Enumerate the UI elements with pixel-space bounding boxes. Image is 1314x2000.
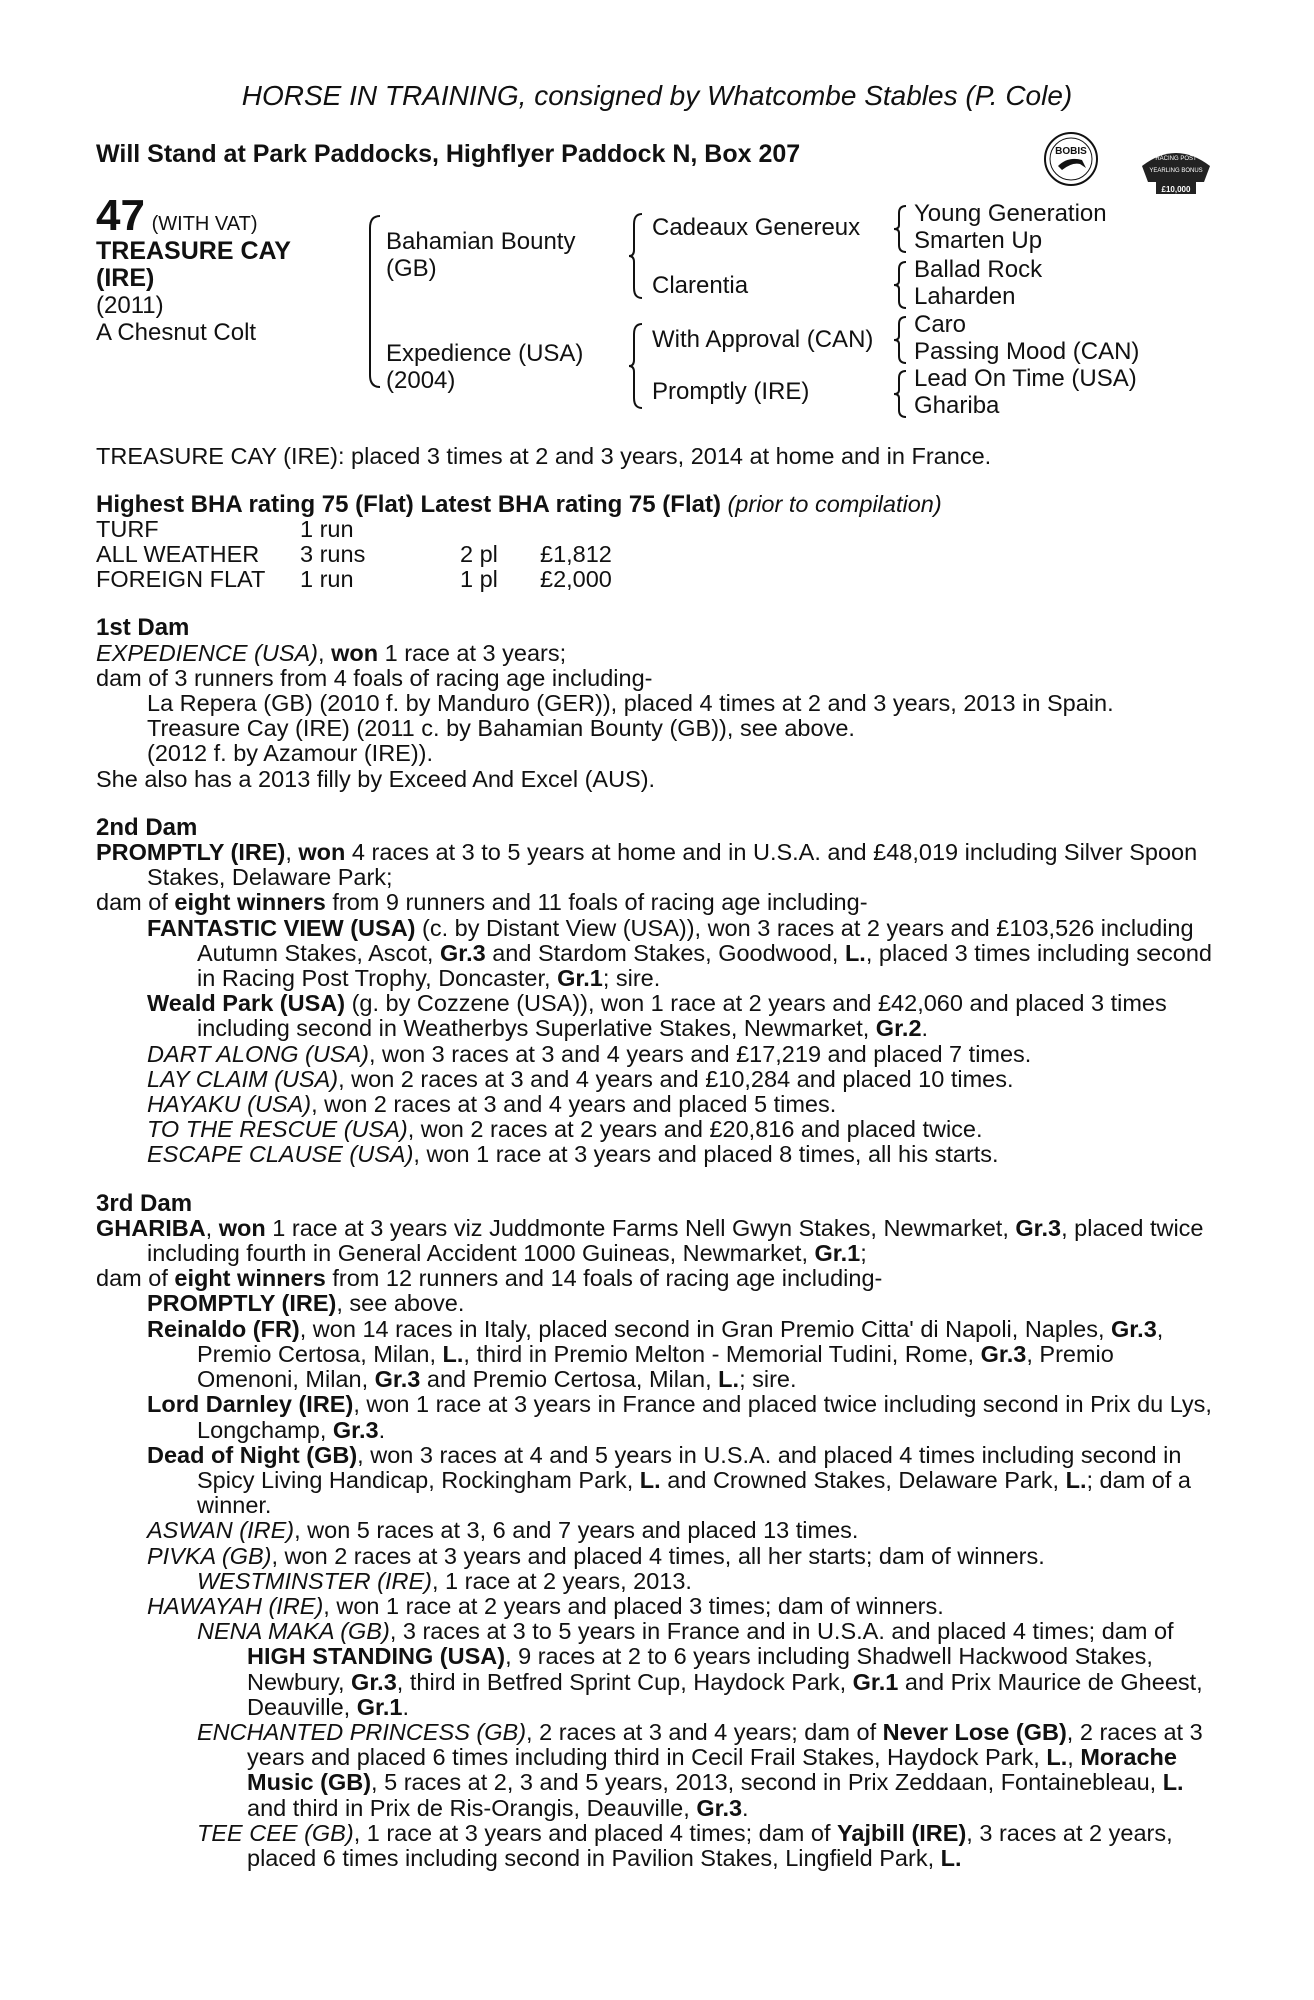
page-title: HORSE IN TRAINING, consigned by Whatcombe Stables (P. Cole) — [241, 80, 1073, 111]
gen3-sdd: Laharden — [914, 283, 1016, 310]
first-dam-line: EXPEDIENCE (USA), won 1 race at 3 years; — [96, 639, 567, 666]
gen3-brace-2-icon — [890, 259, 910, 311]
foal-year: (2011) — [96, 292, 164, 319]
second-dam-produce-intro: dam of eight winners from 9 runners and 11 foals of racing age including- — [96, 889, 868, 916]
gen3-ddd: Ghariba — [914, 392, 1000, 419]
produce-item: DART ALONG (USA), won 3 races at 3 and 4 years and £17,219 and placed 7 times. — [147, 1040, 1032, 1067]
sire-sire: Cadeaux Genereux — [652, 214, 861, 241]
horse-name-1: TREASURE CAY — [96, 237, 291, 265]
gen3-sss: Young Generation — [914, 200, 1107, 227]
summary-block — [96, 444, 1216, 1871]
gen3-brace-3-icon — [890, 314, 910, 366]
produce-item: ESCAPE CLAUSE (USA), won 1 race at 3 years and placed 8 times, all his starts. — [147, 1141, 999, 1168]
race-record-table — [96, 517, 612, 592]
produce-item: TEE CEE (GB), 1 race at 3 years and placed 4 times; dam of Yajbill (IRE), 3 races at 2 years, placed 6 times including second in Pavilion Stakes, Lingfield Park, L. — [197, 1819, 1173, 1871]
produce-item: Weald Park (USA) (g. by Cozzene (USA)), won 1 race at 2 years and £42,060 and placed 3 times including second in Weatherbys Superlative Stakes, Newmarket, Gr.2. — [147, 990, 1167, 1042]
produce-item: La Repera (GB) (2010 f. by Manduro (GER)), placed 4 times at 2 and 3 years, 2013 in Spain. — [147, 690, 1114, 717]
sire-name: Bahamian Bounty — [386, 228, 576, 255]
gen3-brace-1-icon — [890, 203, 910, 255]
svg-text:BOBIS: BOBIS — [1055, 146, 1087, 157]
dam-line-brace-icon — [626, 320, 646, 410]
first-dam-produce-intro: dam of 3 runners from 4 foals of racing age including- — [96, 664, 653, 691]
produce-item: Reinaldo (FR), won 14 races in Italy, placed second in Gran Premio Citta' di Napoli, Naples, Gr.3, Premio Certosa, Milan, L., third in Premio Melton - Memorial Tudini, Rome, Gr.3, Premio Omenoni, Milan, Gr.3 and Premio Certosa, Milan, L.; sire. — [147, 1315, 1164, 1393]
second-dam-line: PROMPTLY (IRE), won 4 races at 3 to 5 years at home and in U.S.A. and £48,019 including Silver Spoon Stakes, Delaware Park; — [96, 839, 1198, 891]
produce-item: HAYAKU (USA), won 2 races at 3 and 4 years and placed 5 times. — [147, 1091, 837, 1118]
produce-item: PIVKA (GB), won 2 races at 3 years and placed 4 times, all her starts; dam of winners. — [147, 1542, 1045, 1569]
produce-item: Dead of Night (GB), won 3 races at 4 and 5 years in U.S.A. and placed 4 times including second in Spicy Living Handicap, Rockingham Park, L. and Crowned Stakes, Delaware Park, L.; dam of a winner. — [147, 1441, 1191, 1519]
sire-dam: Clarentia — [652, 272, 749, 299]
third-dam-produce-intro: dam of eight winners from 12 runners and 14 foals of racing age including- — [96, 1265, 883, 1292]
third-dam-line: GHARIBA, won 1 race at 3 years viz Juddmonte Farms Nell Gwyn Stakes, Newmarket, Gr.3, placed twice including fourth in General Accident 1000 Guineas, Newmarket, Gr.1; — [96, 1214, 1204, 1267]
produce-item: WESTMINSTER (IRE), 1 race at 2 years, 2013. — [197, 1567, 692, 1594]
produce-item: TO THE RESCUE (USA), won 2 races at 2 years and £20,816 and placed twice. — [147, 1116, 983, 1143]
produce-item: (2012 f. by Azamour (IRE)). — [147, 740, 434, 767]
produce-item: HAWAYAH (IRE), won 1 race at 2 years and placed 3 times; dam of winners. — [147, 1592, 944, 1619]
table-row: TURF 1 run — [96, 516, 354, 543]
gen3-brace-4-icon — [890, 368, 910, 420]
first-dam-note: She also has a 2013 filly by Exceed And Excel (AUS). — [96, 765, 656, 792]
produce-item: ENCHANTED PRINCESS (GB), 2 races at 3 and 4 years; dam of Never Lose (GB), 2 races at 3 years and placed 6 times including third in Cecil Frail Stakes, Haydock Park, L., Morache Music (GB), 5 races at 2, 3 and 5 years, 2013, second in Prix Zeddaan, Fontainebleau, L. and third in Prix de Ris-Orangis, Deauville, Gr.3. — [197, 1718, 1203, 1821]
dam-sire: With Approval (CAN) — [652, 326, 874, 353]
svg-text:YEARLING BONUS: YEARLING BONUS — [1149, 168, 1203, 174]
produce-item: Treasure Cay (IRE) (2011 c. by Bahamian Bounty (GB)), see above. — [147, 715, 855, 742]
sire-dam-brace-icon — [360, 210, 384, 390]
bobis-logo-icon — [1042, 130, 1100, 188]
vat-note: (WITH VAT) — [151, 213, 258, 235]
sire-line-brace-icon — [626, 210, 646, 300]
dam-name: Expedience (USA) — [386, 340, 584, 367]
produce-item: FANTASTIC VIEW (USA) (c. by Distant View (USA)), won 3 races at 2 years and £103,526 including Autumn Stakes, Ascot, Gr.3 and Stardom Stakes, Goodwood, L., placed 3 times including second in Racing Post Trophy, Doncaster, Gr.1; sire. — [147, 914, 1213, 992]
horse-description: A Chesnut Colt — [96, 319, 257, 346]
second-dam-heading: 2nd Dam — [96, 813, 198, 841]
svg-text:£10,000: £10,000 — [1161, 185, 1191, 194]
horse-name-2: (IRE) — [96, 264, 155, 292]
produce-item: ASWAN (IRE), won 5 races at 3, 6 and 7 years and placed 13 times. — [147, 1517, 859, 1544]
svg-text:RACING POST: RACING POST — [1155, 156, 1197, 162]
gen3-sds: Ballad Rock — [914, 256, 1043, 283]
lot-number: 47 — [96, 191, 145, 240]
summary-text: TREASURE CAY (IRE): placed 3 times at 2 and 3 years, 2014 at home and in France. — [96, 443, 992, 469]
table-row: ALL WEATHER 3 runs 2 pl £1,812 — [96, 541, 612, 568]
gen3-ssd: Smarten Up — [914, 227, 1043, 254]
produce-item: LAY CLAIM (USA), won 2 races at 3 and 4 years and £10,284 and placed 10 times. — [147, 1065, 1014, 1092]
sire-country: (GB) — [386, 255, 437, 282]
third-dam-heading: 3rd Dam — [96, 1189, 193, 1217]
gen3-dds: Lead On Time (USA) — [914, 365, 1137, 392]
produce-item: NENA MAKA (GB), 3 races at 3 to 5 years in France and in U.S.A. and placed 4 times; dam of HIGH STANDING (USA), 9 races at 2 to 6 years including Shadwell Hackwood Stakes, Newbury, Gr.3, third in Betfred Sprint Cup, Haydock Park, Gr.1 and Prix Maurice de Gheest, Deauville, Gr.1. — [197, 1618, 1203, 1720]
stand-location: Will Stand at Park Paddocks, Highflyer Paddock N, Box 207 — [96, 140, 801, 168]
produce-item: Lord Darnley (IRE), won 1 race at 3 years in France and placed twice including second in Prix du Lys, Longchamp, Gr.3. — [147, 1391, 1212, 1443]
gen3-dsd: Passing Mood (CAN) — [914, 338, 1140, 365]
racing-post-bonus-logo-icon — [1138, 142, 1214, 198]
first-dam-heading: 1st Dam — [96, 614, 190, 642]
produce-item: PROMPTLY (IRE), see above. — [147, 1290, 465, 1317]
rating-line: Highest BHA rating 75 (Flat) Latest BHA rating 75 (Flat) (prior to compilation) — [96, 491, 942, 519]
dam-year: (2004) — [386, 367, 456, 394]
dam-dam: Promptly (IRE) — [652, 378, 810, 405]
gen3-dss: Caro — [914, 311, 967, 338]
table-row: FOREIGN FLAT 1 run 1 pl £2,000 — [96, 566, 612, 593]
lot-info — [96, 191, 346, 346]
